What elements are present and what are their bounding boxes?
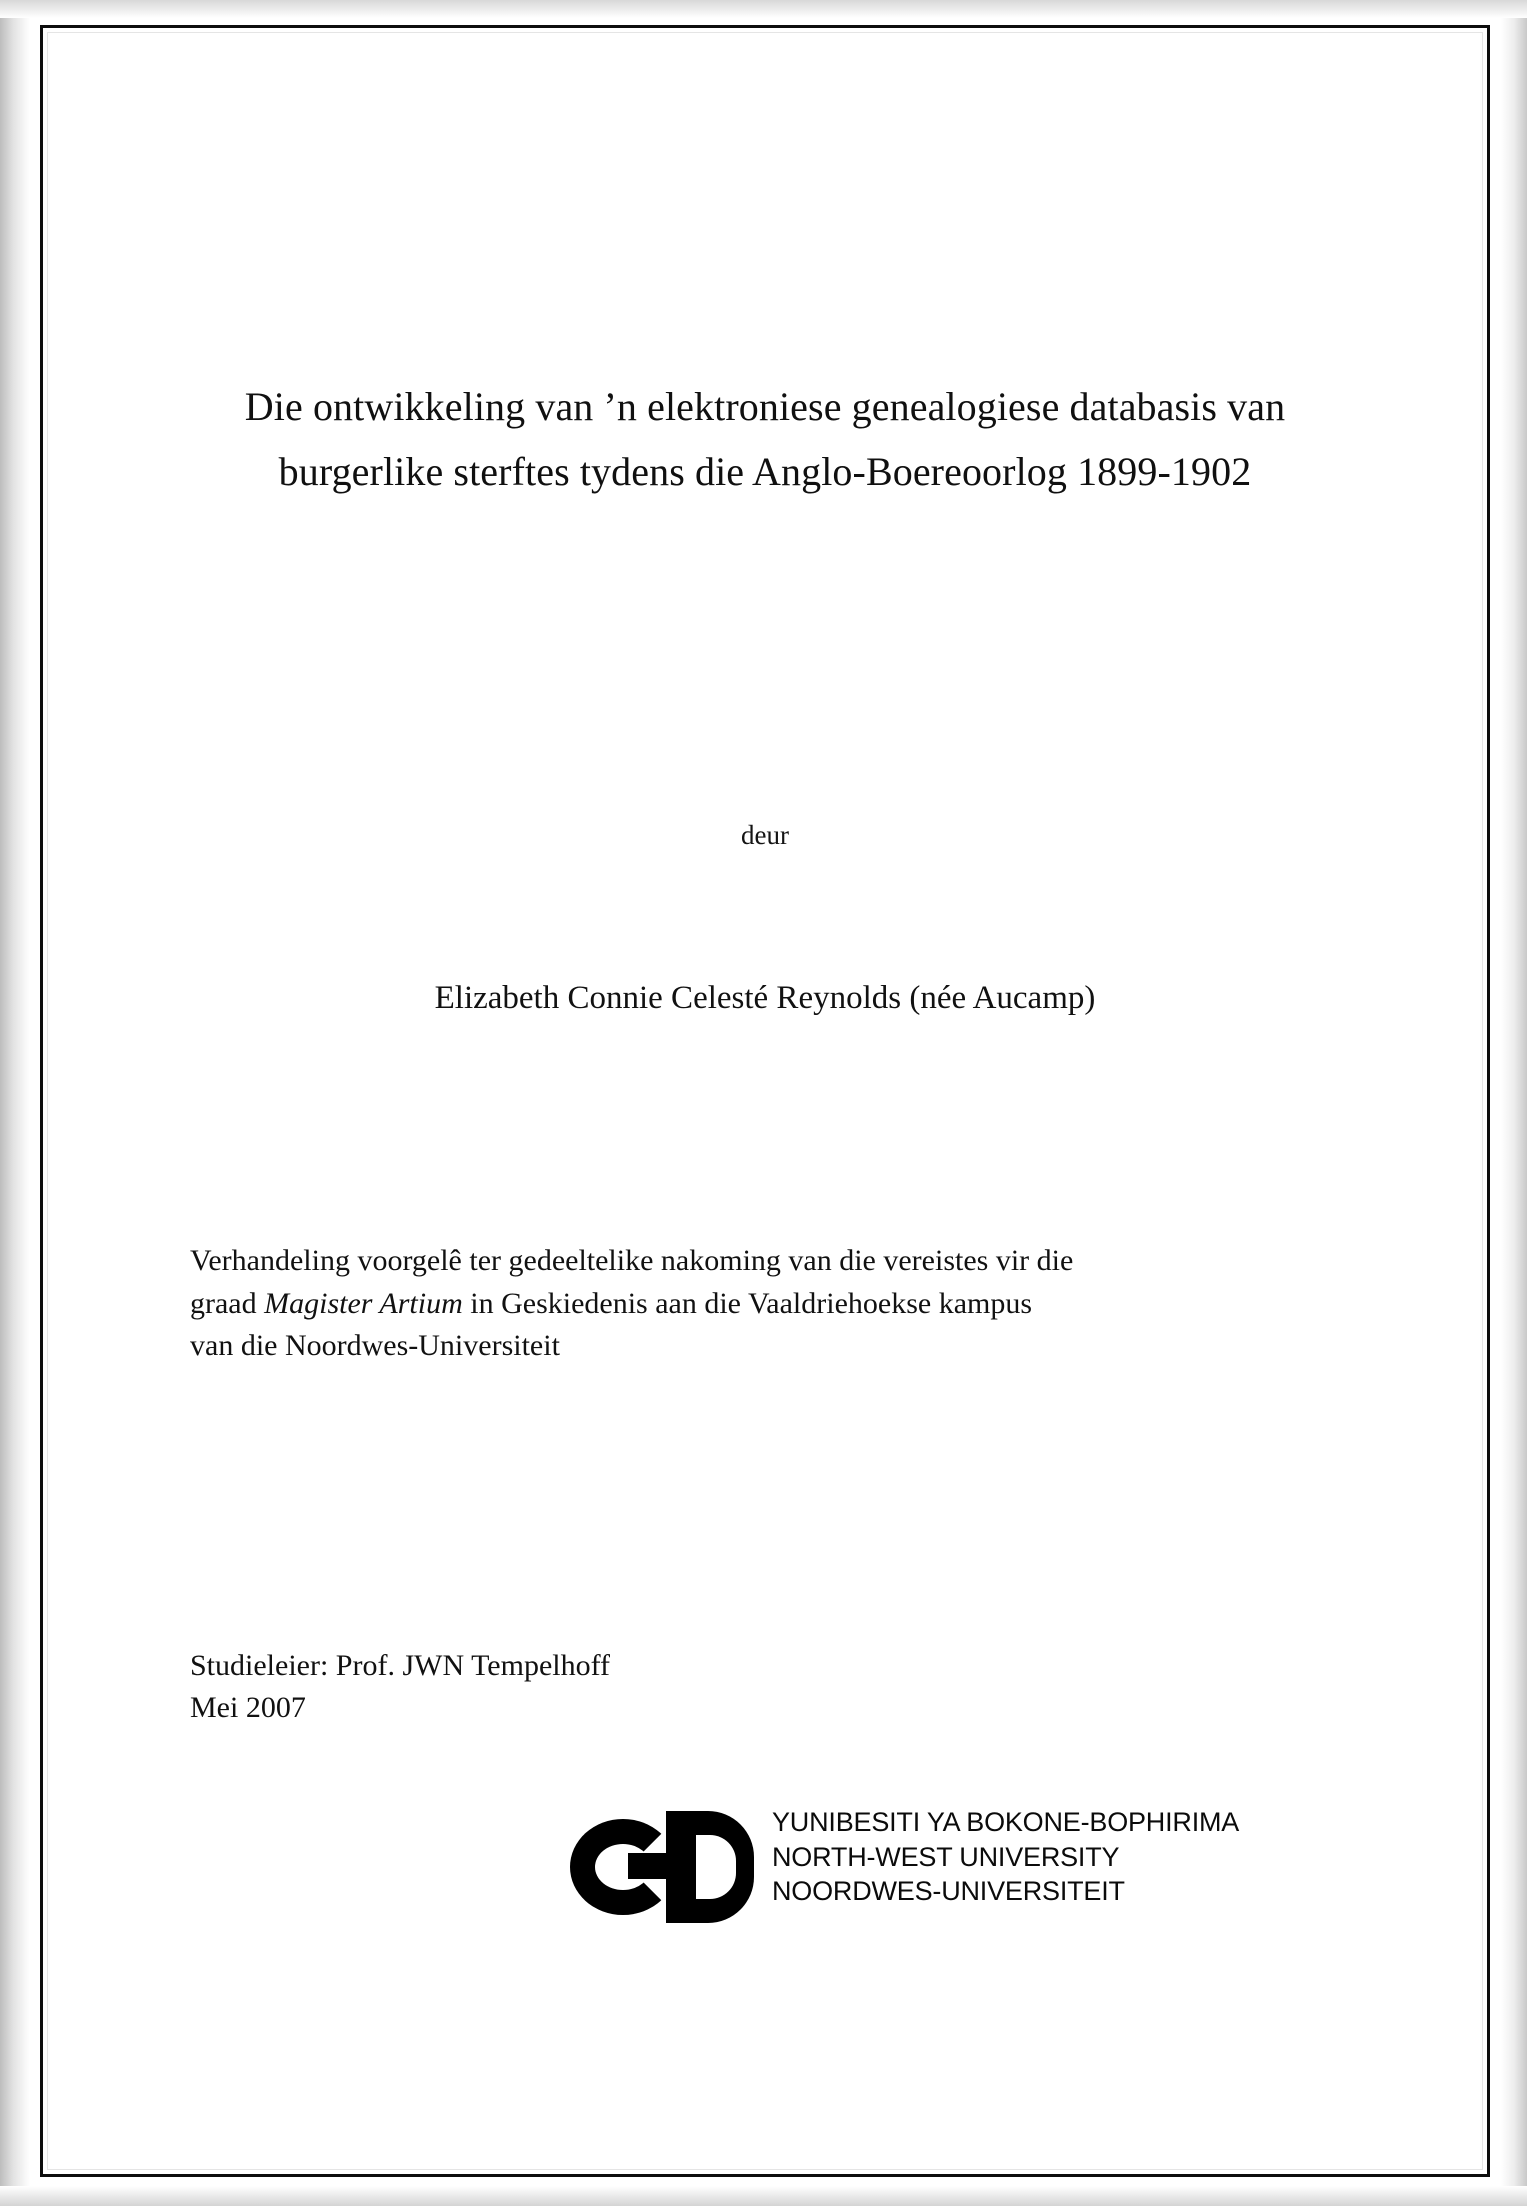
logo-d-stem: [666, 1811, 692, 1923]
degree-statement-line-3: van die Noordwes-Universiteit: [190, 1329, 560, 1363]
university-logo-text: [772, 1805, 1239, 1909]
degree-statement-line-2-prefix: graad: [190, 1286, 265, 1320]
scan-edge-bottom: [0, 2186, 1527, 2206]
title-line-2: burgerlike sterftes tydens die Anglo-Boereoorlog 1899-1902: [278, 448, 1252, 494]
north-west-university-logo-icon: [570, 1811, 780, 1923]
date-line: Mei 2007: [190, 1691, 306, 1724]
title-page-content: [150, 25, 1380, 2177]
title-line-1: Die ontwikkeling van ’n elektroniese genealogiese databasis van: [244, 384, 1286, 429]
logo-text-line-1: YUNIBESITI YA BOKONE-BOPHIRIMA: [772, 1807, 1240, 1837]
logo-text-line-2: NORTH-WEST UNIVERSITY: [772, 1841, 1120, 1872]
logo-d-counter: [696, 1835, 736, 1899]
logo-text-line-3: NOORDWES-UNIVERSITEIT: [772, 1876, 1125, 1907]
byline-label: deur: [741, 820, 789, 850]
supervisor-line: Studieleier: Prof. JWN Tempelhoff: [190, 1649, 611, 1682]
degree-statement-line-2: [190, 1283, 1315, 1326]
degree-statement: [190, 1240, 1315, 1368]
scan-edge-right: [1501, 0, 1527, 2206]
author-name: Elizabeth Connie Celesté Reynolds (née Aucamp): [434, 980, 1096, 1016]
scan-edge-top: [0, 0, 1527, 18]
university-logo-lockup: [570, 1805, 1270, 1935]
degree-statement-line-1: Verhandeling voorgelê ter gedeeltelike nakoming van die vereistes vir die: [190, 1244, 1074, 1277]
degree-name-italic: Magister Artium: [264, 1286, 463, 1320]
supervisor-block: [190, 1645, 1090, 1729]
page-title: [165, 375, 1365, 505]
scan-edge-left: [0, 0, 30, 2206]
degree-statement-line-2-suffix: in Geskiedenis aan die Vaaldriehoekse kampus: [462, 1286, 1033, 1320]
